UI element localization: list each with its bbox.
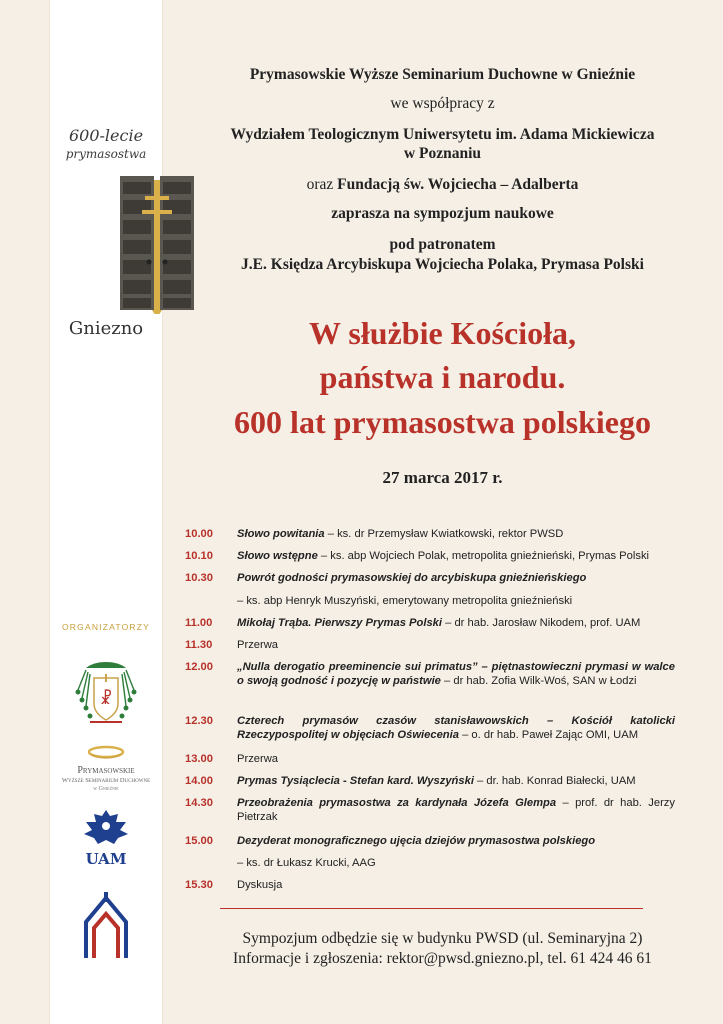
program-title: Dezyderat monograficznego ujęcia dziejów prymasostwa polskiego: [237, 835, 596, 847]
seminary-halo-icon: [86, 742, 126, 762]
program-time: 12.30: [185, 715, 213, 727]
program-time: 15.30: [185, 879, 213, 891]
program-time: 14.30: [185, 797, 213, 809]
seminary-subtitle: Wyższe Seminarium Duchowne: [61, 777, 151, 784]
title-line-3: 600 lat prymasostwa polskiego: [234, 404, 651, 440]
program-speaker: – dr. hab. Konrad Białecki, UAM: [473, 775, 636, 787]
primacy-label: prymasostwa: [65, 147, 147, 161]
footer-contact: Informacje i zgłoszenia: rektor@pwsd.gniezno.pl, tel. 61 424 46 61: [233, 950, 652, 967]
header-invitation: zaprasza na sympozjum naukowe: [331, 205, 554, 222]
program-speaker: Przerwa: [237, 753, 279, 765]
program-speaker: – ks. dr Łukasz Krucki, AAG: [237, 857, 376, 869]
program-speaker: – o. dr hab. Paweł Zając OMI, UAM: [458, 729, 639, 741]
program-speaker: – ks. dr Przemysław Kwiatkowski, rektor PWSD: [324, 528, 564, 540]
header-city: w Poznaniu: [403, 145, 482, 162]
sidebar: [50, 0, 162, 1024]
program-speaker: – prof. dr hab. Jerzy Pietrzak: [237, 797, 675, 823]
program-speaker: Przerwa: [237, 639, 279, 651]
seminary-city: w Gnieźnie: [93, 786, 119, 792]
program-title: Słowo powitania: [237, 528, 325, 540]
program-title: Mikołaj Trąba. Pierwszy Prymas Polski: [237, 617, 442, 629]
program-time: 13.00: [185, 753, 213, 765]
event-date: 27 marca 2017 r.: [382, 468, 503, 487]
program-speaker: Dyskusja: [237, 879, 283, 891]
program-speaker: – dr hab. Zofia Wilk-Woś, SAN w Łodzi: [440, 675, 637, 687]
program-time: 11.00: [185, 617, 213, 629]
organizers-label: ORGANIZATORZY: [61, 622, 150, 632]
program-time: 10.10: [185, 550, 213, 562]
program-speaker: – dr hab. Jarosław Nikodem, prof. UAM: [442, 617, 641, 629]
program-title: Czterech prymasów czasów stanisławowskich – Kościół katolicki Rzeczypospolitej w objęciach Oświecenia: [237, 715, 675, 741]
program-title: Przeobrażenia prymasostwa za kardynała Józefa Glempa: [237, 797, 557, 809]
header-patronage: pod patronatem: [389, 236, 496, 253]
program-title: Powrót godności prymasowskiej do arcybiskupa gnieźnieńskiego: [237, 572, 587, 584]
program-title: Prymas Tysiąclecia - Stefan kard. Wyszyński: [237, 775, 474, 787]
program-speaker: – ks. abp Henryk Muszyński, emerytowany metropolita gnieźnieński: [237, 595, 573, 607]
header-cooperation: we współpracy z: [390, 95, 495, 112]
program-title: Słowo wstępne: [237, 550, 318, 562]
seminary-name: Prymasowskie: [77, 765, 135, 776]
header-patron: J.E. Księdza Arcybiskupa Wojciecha Polaka, Prymasa Polski: [241, 256, 644, 273]
uam-label: UAM: [85, 850, 127, 868]
city-label: Gniezno: [68, 318, 144, 339]
title-line-2: państwa i narodu.: [319, 359, 566, 395]
foundation-logo-icon: [80, 888, 132, 960]
divider: [220, 908, 643, 909]
program-speaker: – ks. abp Wojciech Polak, metropolita gnieźnieński, Prymas Polski: [317, 550, 650, 562]
header-organizer: Prymasowskie Wyższe Seminarium Duchowne w Gnieźnie: [249, 66, 636, 83]
header-faculty: Wydziałem Teologicznym Uniwersytetu im. Adama Mickiewicza: [230, 126, 655, 143]
uam-eagle-logo-icon: [80, 806, 132, 868]
program-title: „Nulla derogatio preeminencie sui primatus” – piętnastowieczni prymasi w walce o swoją godność i pozycję w państwie: [237, 661, 675, 687]
footer-venue: Sympozjum odbędzie się w budynku PWSD (ul. Seminaryjna 2): [242, 930, 643, 947]
centennial-label: 600-lecie: [68, 126, 144, 145]
program-time: 12.00: [185, 661, 213, 673]
program-time: 15.00: [185, 835, 213, 847]
program-time: 10.00: [185, 528, 213, 540]
archbishop-coat-of-arms-icon: [74, 660, 138, 728]
svg-text:☧: ☧: [99, 689, 113, 708]
header-foundation: oraz Fundacją św. Wojciecha – Adalberta: [306, 176, 579, 193]
title-line-1: W służbie Kościoła,: [309, 315, 576, 351]
program-time: 11.30: [185, 639, 213, 651]
program-time: 14.00: [185, 775, 213, 787]
program-time: 10.30: [185, 572, 213, 584]
